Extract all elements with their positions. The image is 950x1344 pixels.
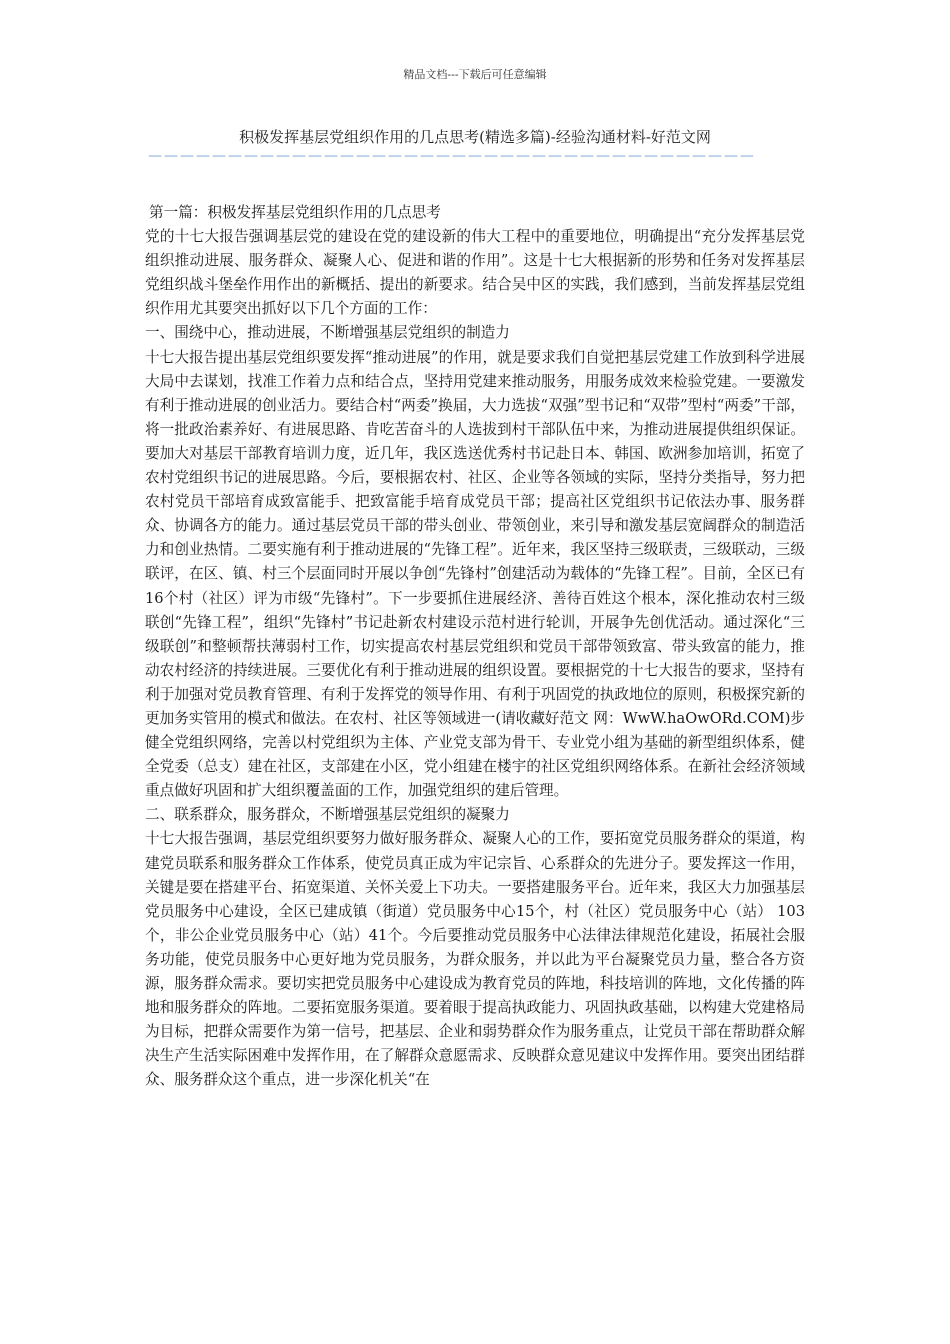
paragraph-section-two: 十七大报告强调，基层党组织要努力做好服务群众、凝聚人心的工作，要拓宽党员服务群众的渠道，构建党员联系和服务群众工作体系，使党员真正成为牢记宗旨、心系群众的先进分子。要发挥这一作用，关键是要在搭建平台、拓宽渠道、关怀关爱上下功夫。一要搭建服务平台。近年来，我区大力加强基层党员服务中心建设，全区已建成镇（街道）党员服务中心15个，村（社区）党员服务中心（站） 103个，非公企业党员服务中心（站）41个。今后要推动党员服务中心法律法律规范化建设，拓展社会服务功能，使党员服务中心更好地为党员服务，为群众服务，并以此为平台凝聚党员力量，整合各方资源，服务群众需求。要切实把党员服务中心建设成为教育党员的阵地，科技培训的阵地，文化传播的阵地和服务群众的阵地。二要拓宽服务渠道。要着眼于提高执政能力、巩固执政基础，以构建大党建格局为目标，把群众需要作为第一信号，把基层、企业和弱势群众作为服务重点，让党员干部在帮助群众解决生产生活实际困难中发挥作用，在了解群众意愿需求、反映群众意见建议中发挥作用。要突出团结群众、服务群众这个重点，进一步深化机关“在 [145,830,805,1089]
section-heading-two: 二、联系群众，服务群众，不断增强基层党组织的凝聚力 [145,806,510,824]
section-heading-first-article: 第一篇：积极发挥基层党组织作用的几点思考 [149,204,441,221]
title-separator: —————————————————————————————————————— [148,149,756,163]
section-heading-one: 一、围绕中心，推动进展，不断增强基层党组织的制造力 [145,324,510,342]
document-title: 积极发挥基层党组织作用的几点思考(精选多篇)-经验沟通材料-好范文网 [239,128,711,146]
document-body [145,201,805,1092]
header-note: 精品文档---下载后可任意编辑 [403,68,547,81]
paragraph-section-one: 十七大报告提出基层党组织要发挥“推动进展”的作用，就是要求我们自觉把基层党建工作放到科学进展大局中去谋划，找准工作着力点和结合点，坚持用党建来推动服务，用服务成效来检验党建。一要激发有利于推动进展的创业活力。要结合村“两委”换届，大力选拔“双强”型书记和“双带”型村“两委”干部，将一批政治素养好、有进展思路、肯吃苦奋斗的人选拔到村干部队伍中来，为推动进展提供组织保证。要加大对基层干部教育培训力度，近几年，我区选送优秀村书记赴日本、韩国、欧洲参加培训，拓宽了农村党组织书记的进展思路。今后，要根据农村、社区、企业等各领域的实际，坚持分类指导，努力把农村党员干部培育成致富能手、把致富能手培育成党员干部；提高社区党组织书记依法办事、服务群众、协调各方的能力。通过基层党员干部的带头创业、带领创业，来引导和激发基层宽阔群众的制造活力和创业热情。二要实施有利于推动进展的“先锋工程”。近年来，我区坚持三级联责，三级联动，三级联评，在区、镇、村三个层面同时开展以争创“先锋村”创建活动为载体的“先锋工程”。目前，全区已有16个村（社区）评为市级“先锋村”。下一步要抓住进展经济、善待百姓这个根本，深化推动农村三级联创“先锋工程”，组织“先锋村”书记赴新农村建设示范村进行轮训，开展争先创优活动。通过深化“三级联创”和整顿帮扶薄弱村工作，切实提高农村基层党组织和党员干部带领致富、带头致富的能力，推动农村经济的持续进展。三要优化有利于推动进展的组织设置。要根据党的十七大报告的要求，坚持有利于加强对党员教育管理、有利于发挥党的领导作用、有利于巩固党的执政地位的原则，积极探究新的更加务实管用的模式和做法。在农村、社区等领域进一(请收藏好范文 网：WwW.haOwORd.COM)步健全党组织网络，完善以村党组织为主体、产业党支部为骨干、专业党小组为基础的新型组织体系，健全党委（总支）建在社区，支部建在小区，党小组建在楼宇的社区党组织网络体系。在新社会经济领域重点做好巩固和扩大组织覆盖面的工作，加强党组织的建后管理。 [145,348,805,800]
paragraph-intro: 党的十七大报告强调基层党的建设在党的建设新的伟大工程中的重要地位，明确提出“充分发挥基层党组织推动进展、服务群众、凝聚人心、促进和谐的作用”。这是十七大根据新的形势和任务对发挥基层党组织战斗堡垒作用作出的新概括、提出的新要求。结合吴中区的实践，我们感到，当前发挥基层党组织作用尤其要突出抓好以下几个方面的工作： [145,228,805,318]
